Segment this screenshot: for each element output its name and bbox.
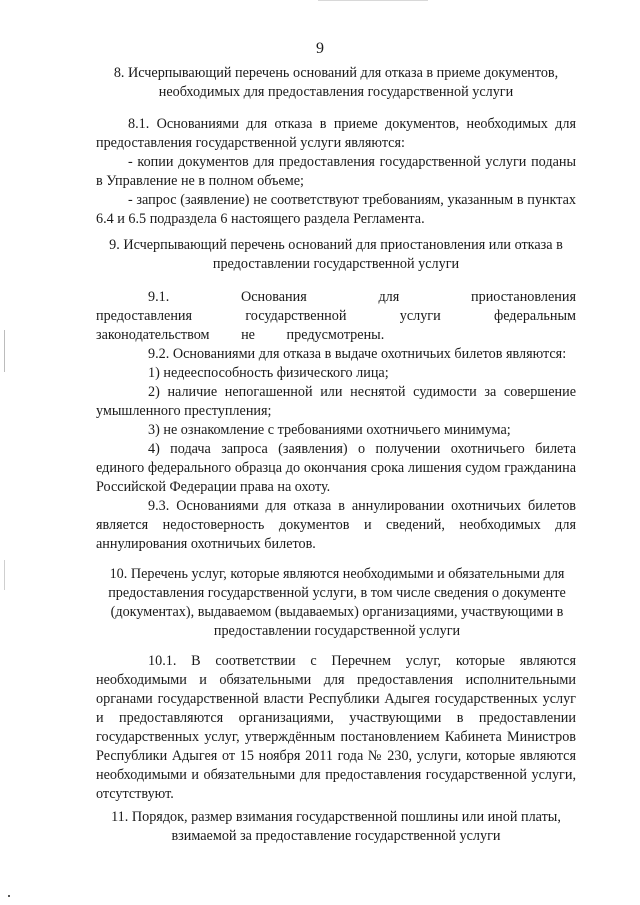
- section-10-heading: 10. Перечень услуг, которые являются необходимыми и обязательными для предоставления государственной услуги, в том числе сведения о документе (документах), выдаваемом (выдаваемых) организациями, участвующими в предоставлении государственной услуги: [108, 566, 566, 639]
- scan-artifact: [318, 0, 428, 1]
- list-item-9-2-3: 3) не ознакомление с требованиями охотничьего минимума;: [148, 422, 511, 438]
- paragraph-8-1-item-2: - запрос (заявление) не соответствуют требованиям, указанным в пунктах 6.4 и 6.5 подраздела 6 настоящего раздела Регламента.: [96, 192, 576, 227]
- section-9-heading: 9. Исчерпывающий перечень оснований для приостановления или отказа в предоставлении государственной услуги: [109, 237, 563, 272]
- list-item-9-2-4: 4) подача запроса (заявления) о получении охотничьего билета единого федерального образца до окончания срока лишения судом гражданина Российской Федерации права на охоту.: [96, 441, 576, 495]
- scan-artifact: [4, 330, 5, 372]
- scan-artifact: [8, 895, 10, 897]
- paragraph-9-2: 9.2. Основаниями для отказа в выдаче охотничьих билетов являются:: [148, 346, 567, 362]
- section-10-body: [96, 652, 576, 804]
- paragraph-10-1: 10.1. В соответствии с Перечнем услуг, которые являются необходимыми и обязательными для предоставления исполнительными органами государственной власти Республики Адыгея государственных услуг и предоставляются организациями, участвующими в предоставлении государственных услуг, утверждённым постановлением Кабинета Министров Республики Адыгея от 15 ноября 2011 года № 230, услуги, которые являются необходимыми и обязательными для предоставления государственной услуги, отсутствуют.: [96, 653, 576, 802]
- scan-artifact: [4, 560, 5, 590]
- section-8-heading: 8. Исчерпывающий перечень оснований для отказа в приеме документов, необходимых для предоставления государственной услуги: [113, 65, 559, 100]
- section-8-body: [96, 115, 576, 229]
- page-number: 9: [316, 40, 324, 57]
- paragraph-9-1: 9.1. Основания для приостановления предоставления государственной услуги федеральным законодательством не предусмотрены.: [96, 289, 576, 343]
- paragraph-8-1: 8.1. Основаниями для отказа в приеме документов, необходимых для предоставления государственной услуги являются:: [96, 116, 576, 151]
- list-item-9-2-1: 1) недееспособность физического лица;: [148, 365, 389, 381]
- section-9-body: [96, 288, 576, 554]
- paragraph-8-1-item-1: - копии документов для предоставления государственной услуги поданы в Управление не в полном объеме;: [96, 154, 576, 189]
- paragraph-9-3: 9.3. Основаниями для отказа в аннулировании охотничьих билетов является недостоверность документов и сведений, необходимых для аннулирования охотничьих билетов.: [96, 498, 576, 552]
- list-item-9-2-2: 2) наличие непогашенной или неснятой судимости за совершение умышленного преступления;: [96, 384, 576, 419]
- section-11-heading: 11. Порядок, размер взимания государственной пошлины или иной платы, взимаемой за предоставление государственной услуги: [111, 809, 561, 844]
